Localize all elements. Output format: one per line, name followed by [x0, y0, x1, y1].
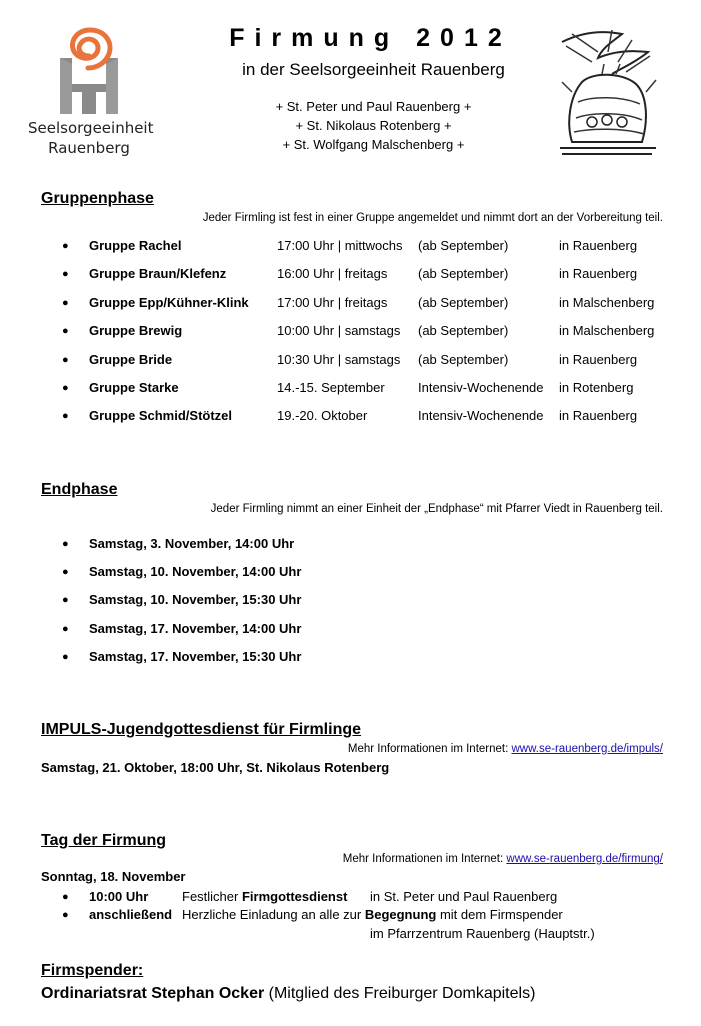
bullet: ●: [62, 651, 69, 663]
firmung-schedule-row: [0, 925, 701, 943]
group-place: in Rotenberg: [559, 380, 634, 395]
group-time: 17:00 Uhr | freitags: [277, 295, 388, 310]
group-period: (ab September): [418, 266, 509, 281]
firmung-link[interactable]: www.se-rauenberg.de/firmung/: [506, 853, 663, 865]
group-row: [0, 350, 701, 370]
firmspender-heading: Firmspender:: [41, 962, 144, 979]
bullet: ●: [62, 410, 69, 422]
firmung-row2-text-b: Begegnung: [364, 907, 437, 922]
group-time: 14.-15. September: [277, 380, 385, 395]
endphase-date: Samstag, 17. November, 14:00 Uhr: [89, 621, 302, 636]
parish-line-2: + St. Nikolaus Rotenberg +: [295, 118, 452, 133]
bullet: ●: [62, 325, 69, 337]
group-name: Gruppe Rachel: [89, 238, 182, 253]
group-time: 10:00 Uhr | samstags: [277, 323, 401, 338]
bullet: ●: [62, 240, 69, 252]
group-name: Gruppe Starke: [89, 380, 179, 395]
bullet: ●: [62, 566, 69, 578]
endphase-date-row: [0, 534, 701, 554]
group-row: [0, 406, 701, 426]
endphase-date-row: [0, 590, 701, 610]
group-row: [0, 321, 701, 341]
group-time: 16:00 Uhr | freitags: [277, 266, 388, 281]
group-row: [0, 264, 701, 284]
firmung-info-label: Mehr Informationen im Internet:: [342, 853, 507, 865]
firmung-row1-text-b: Firmgottesdienst: [241, 889, 348, 904]
firmspender-line: [41, 985, 535, 1003]
gruppenphase-heading: Gruppenphase: [41, 190, 154, 207]
endphase-date: Samstag, 3. November, 14:00 Uhr: [89, 536, 295, 551]
logo-line-1: Seelsorgeeinheit: [28, 119, 154, 137]
impuls-link[interactable]: www.se-rauenberg.de/impuls/: [511, 743, 663, 755]
bullet: ●: [62, 891, 69, 903]
endphase-date: Samstag, 10. November, 15:30 Uhr: [89, 592, 302, 607]
group-name: Gruppe Braun/Klefenz: [89, 266, 227, 281]
bullet: ●: [62, 594, 69, 606]
group-row: [0, 293, 701, 313]
group-time: 17:00 Uhr | mittwochs: [277, 238, 403, 253]
group-time: 10:30 Uhr | samstags: [277, 352, 401, 367]
endphase-date: Samstag, 17. November, 15:30 Uhr: [89, 649, 302, 664]
group-place: in Malschenberg: [559, 323, 655, 338]
bullet: ●: [62, 538, 69, 550]
endphase-date-row: [0, 562, 701, 582]
group-place: in Malschenberg: [559, 295, 655, 310]
group-place: in Rauenberg: [559, 408, 638, 423]
group-period: Intensiv-Wochenende: [418, 380, 544, 395]
firmung-row2-text: [182, 906, 563, 924]
parish-line-3: + St. Wolfgang Malschenberg +: [282, 137, 465, 152]
group-place: in Rauenberg: [559, 266, 638, 281]
page-title: Firmung 2012: [229, 24, 512, 52]
firmung-row2-text-c: mit dem Firmspender: [436, 907, 563, 922]
logo-line-2: Rauenberg: [48, 139, 130, 157]
group-period: (ab September): [418, 295, 509, 310]
firmung-schedule-row: [0, 906, 701, 924]
endphase-note: Jeder Firmling nimmt an einer Einheit der „Endphase“ mit Pfarrer Viedt in Rauenberg teil.: [210, 503, 663, 515]
bullet: ●: [62, 297, 69, 309]
firmung-row2-time: anschließend: [89, 907, 173, 922]
impuls-info-label: Mehr Informationen im Internet:: [347, 743, 512, 755]
group-time: 19.-20. Oktober: [277, 408, 368, 423]
bullet: ●: [62, 909, 69, 921]
endphase-date-row: [0, 647, 701, 667]
firmung-row1-place: in St. Peter und Paul Rauenberg: [370, 889, 558, 904]
endphase-date: Samstag, 10. November, 14:00 Uhr: [89, 564, 302, 579]
group-place: in Rauenberg: [559, 238, 638, 253]
impuls-heading: IMPULS-Jugendgottesdienst für Firmlinge: [41, 721, 362, 738]
group-name: Gruppe Epp/Kühner-Klink: [89, 295, 249, 310]
bullet: ●: [62, 623, 69, 635]
group-name: Gruppe Brewig: [89, 323, 183, 338]
firmung-row2-place: im Pfarrzentrum Rauenberg (Hauptstr.): [370, 926, 595, 941]
group-place: in Rauenberg: [559, 352, 638, 367]
group-period: (ab September): [418, 238, 509, 253]
endphase-heading: Endphase: [41, 481, 118, 498]
group-period: Intensiv-Wochenende: [418, 408, 544, 423]
firmung-heading: Tag der Firmung: [41, 832, 167, 849]
bullet: ●: [62, 382, 69, 394]
firmung-row1-time: 10:00 Uhr: [89, 889, 149, 904]
firmung-row2-text-a: Herzliche Einladung an alle zur: [182, 907, 365, 922]
firmung-row1-text: [182, 888, 347, 906]
group-row: [0, 378, 701, 398]
group-period: (ab September): [418, 323, 509, 338]
gruppenphase-note: Jeder Firmling ist fest in einer Gruppe angemeldet und nimmt dort an der Vorbereitung teil.: [202, 212, 663, 224]
bullet: ●: [62, 268, 69, 280]
endphase-date-row: [0, 619, 701, 639]
group-row: [0, 236, 701, 256]
firmung-schedule-row: [0, 888, 701, 906]
group-name: Gruppe Schmid/Stötzel: [89, 408, 233, 423]
firmspender-detail: (Mitglied des Freiburger Domkapitels): [264, 985, 536, 1002]
impuls-date: Samstag, 21. Oktober, 18:00 Uhr, St. Nikolaus Rotenberg: [41, 760, 390, 775]
firmspender-name: Ordinariatsrat Stephan Ocker: [41, 985, 265, 1002]
group-name: Gruppe Bride: [89, 352, 173, 367]
bullet: ●: [62, 354, 69, 366]
group-period: (ab September): [418, 352, 509, 367]
impuls-info: [348, 743, 663, 755]
firmung-row1-text-a: Festlicher: [182, 889, 242, 904]
firmung-info: [343, 853, 663, 865]
parish-line-1: + St. Peter und Paul Rauenberg +: [275, 99, 472, 114]
page-subtitle: in der Seelsorgeeinheit Rauenberg: [242, 60, 505, 79]
firmung-date: Sonntag, 18. November: [41, 869, 186, 884]
